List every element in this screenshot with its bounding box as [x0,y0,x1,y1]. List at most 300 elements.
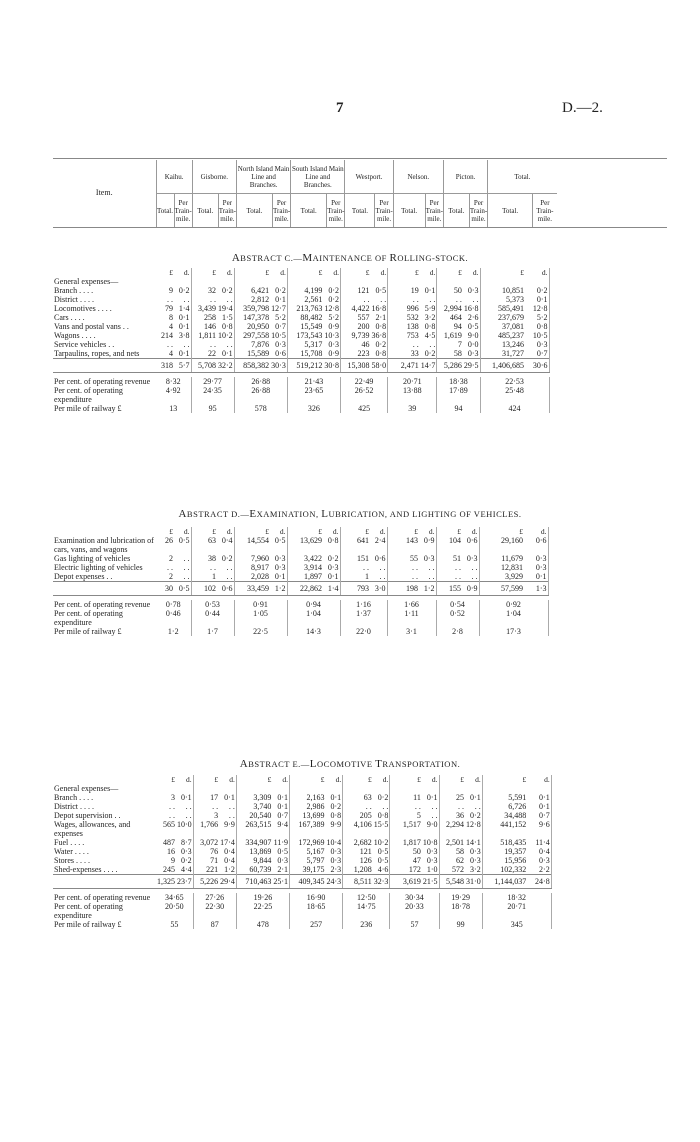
table-cell: 4,199 [304,286,323,295]
table-cell: 2·2 [527,865,551,875]
abstract-title-part: A [231,252,241,264]
table-cell: 8·7 [176,838,193,847]
table-cell: 4 [169,349,173,358]
row-label: Examination and lubrication of cars, vans, and wagons [54,536,154,554]
table-cell: . . [169,802,175,811]
table-row [53,865,551,875]
unit-label: £ [265,527,269,536]
table-cell [323,277,340,286]
table-cell: 0·8 [420,322,437,331]
summary-row [53,386,549,404]
table-cell: 4·6 [373,865,390,875]
unit-label: d. [370,527,387,536]
table-cell: . . [167,295,173,304]
summary-cell: 22·25 [236,902,289,920]
table-cell: 2,561 [304,295,323,304]
table-row [53,838,551,847]
total-cell: 1·2 [419,582,436,596]
unit-label: d. [463,268,480,277]
table-cell: 62 [456,856,465,865]
summary-cell: 18·65 [290,902,343,920]
total-cell: 3,619 [390,875,422,889]
row-label: General expenses— [54,784,119,793]
table-cell [236,784,272,793]
table-cell: 1 [365,572,369,581]
summary-cell: 17·3 [479,627,548,636]
unit-label: d. [419,527,436,536]
total-cell: 5,226 [193,875,219,889]
total-row [53,875,551,889]
table-cell: 2 [169,572,173,581]
table-cell: . . [412,295,419,304]
summary-cell: 19·26 [236,893,289,902]
table-cell [176,784,193,793]
table-cell [439,784,465,793]
row-label: Shed-expenses . . . . [54,865,118,874]
table-cell: . . [363,295,370,304]
total-cell: 519,212 [287,359,323,373]
table-cell: 2,028 [251,572,269,581]
table-cell: 25 [456,793,465,802]
total-subheader: Total. [156,194,174,228]
total-cell: 0·5 [174,582,191,596]
summary-cell: 22·5 [234,627,287,636]
table-cell: . . [371,295,388,304]
summary-cell: 24·35 [191,386,234,404]
total-cell: 57,599 [479,582,524,596]
table-cell: . . [412,340,419,349]
unit-label: £ [520,268,525,277]
table-cell: 585,491 [498,304,525,313]
unit-label: d. [422,775,439,784]
table-cell: 15·5 [373,820,390,838]
summary-cell: 87 [193,920,236,929]
table-cell: 0·5 [270,536,287,554]
table-cell: 55 [410,554,418,563]
table-cell: 50 [412,847,421,856]
table-cell: 0·5 [463,322,480,331]
table-cell: 10·3 [324,331,340,340]
table-cell: 94 [453,322,462,331]
table-cell: 79 [165,304,173,313]
summary-cell: 326 [287,404,340,413]
units-row [53,268,549,277]
item-column-header: Item. [53,160,156,227]
table-cell: 0·2 [174,286,191,295]
summary-label: Per mile of railway £ [54,920,122,929]
total-cell: 29·4 [219,875,236,889]
table-cell: 1,817 [402,838,421,847]
table-cell: 4,422 [351,304,370,313]
table-cell: 3·2 [465,865,482,875]
table-cell: 0·2 [270,286,287,295]
table-cell: 0·2 [217,554,234,563]
table-cell: 0·1 [176,793,193,802]
summary-cell: 25·48 [480,386,549,404]
table-cell: 200 [357,322,370,331]
table-cell: 5 [416,811,421,820]
abstract-d-table [53,527,549,636]
table-cell [388,277,420,286]
unit-label: d. [525,268,549,277]
table-cell: 0·3 [270,554,287,563]
table-cell: . . [412,572,418,581]
table-cell: 0·3 [525,340,549,349]
table-cell: 2,682 [353,838,372,847]
summary-cell: 21·43 [287,377,340,386]
table-cell: 147,378 [243,313,270,322]
summary-cell: 1·11 [387,609,436,627]
summary-label: Per cent. of operating revenue [54,377,151,386]
table-cell: 15,589 [247,349,270,358]
total-row [53,359,549,373]
total-cell: 24·3 [326,875,343,889]
table-cell: 10·4 [326,838,342,847]
document-reference: D.—2. [562,100,603,116]
unit-label: d. [420,268,437,277]
table-cell: 0·5 [371,286,388,295]
table-cell: 1,619 [443,331,462,340]
summary-cell: 1·66 [387,600,436,609]
table-cell [272,784,289,793]
table-cell: 5·2 [323,313,340,322]
unit-label: £ [365,527,369,536]
table-cell [174,277,191,286]
row-label: Vans and postal vans . . [54,322,129,331]
table-cell [270,277,287,286]
summary-cell: 425 [341,404,388,413]
table-cell: 5·2 [270,313,287,322]
summary-row [53,600,548,609]
row-label: District . . . . [54,802,94,811]
table-cell: 557 [357,313,370,322]
table-cell: . . [463,295,480,304]
table-cell [290,784,326,793]
table-cell: 9·4 [272,820,289,838]
table-cell: 213,763 [296,304,323,313]
table-cell: 0·5 [272,847,289,856]
table-cell: 46 [361,340,370,349]
row-label: Depot expenses . . [54,572,113,581]
table-cell: 29,160 [501,536,523,545]
table-cell: . . [414,802,421,811]
table-cell: . . [419,563,436,572]
summary-cell: 1·37 [340,609,387,627]
table-cell [480,277,525,286]
table-cell: 11·9 [273,838,289,847]
table-cell: 12·7 [271,304,286,313]
summary-row [53,377,549,386]
table-cell: 63 [208,536,216,545]
summary-label: Per mile of railway £ [54,627,122,636]
summary-label: Per cent. of operating expenditure [54,902,123,920]
per-train-mile-subheader: Per Train-mile. [375,194,393,228]
total-cell: 318 [156,359,174,373]
table-cell: 146 [204,322,216,331]
unit-label: £ [212,268,216,277]
table-cell: 50 [453,286,462,295]
table-row [53,847,551,856]
summary-cell: 26·52 [341,386,388,404]
summary-cell: 0·92 [479,600,548,609]
table-cell: 2·1 [272,865,289,875]
abstract-title-part: OCOMOTIVE [317,759,376,769]
table-cell [341,277,371,286]
table-cell: 2,812 [251,295,270,304]
summary-cell: 55 [156,920,193,929]
table-cell [525,277,549,286]
table-cell: 0·3 [176,847,193,856]
abstract-title-part: M [302,252,313,264]
units-row [53,775,551,784]
summary-cell: 8·32 [156,377,191,386]
table-cell: 138 [406,322,419,331]
unit-label: £ [214,775,219,784]
table-cell: 38 [208,554,216,563]
table-cell: 565 [163,820,175,829]
table-cell: 205 [359,811,372,820]
table-cell: 33 [410,349,419,358]
total-cell: 30·8 [323,359,340,373]
table-cell: 4·4 [176,865,193,875]
table-cell: 0·1 [272,802,289,811]
table-cell: 10·2 [218,331,233,340]
table-cell: 0·5 [373,856,390,865]
table-cell: . . [169,811,175,820]
table-cell [422,784,439,793]
table-cell: 37,081 [502,322,525,331]
table-cell: 0·3 [527,856,551,865]
table-cell: 0·7 [272,811,289,820]
table-cell: 5,167 [306,847,325,856]
table-cell: . . [412,563,418,572]
table-cell: 0·1 [217,349,234,359]
table-cell: . . [210,340,216,349]
unit-label: d. [326,775,343,784]
total-subheader: Total. [488,194,533,228]
table-cell: 223 [357,349,370,358]
unit-label: d. [465,775,482,784]
table-cell: 9·0 [463,331,480,340]
total-cell: 5,708 [191,359,217,373]
table-cell: 126 [359,856,372,865]
table-cell: 464 [449,313,462,322]
table-cell: . . [458,802,465,811]
abstract-e-title [0,758,700,770]
unit-label: £ [318,527,322,536]
section-header: South Island Main Line and Branches. [291,160,345,194]
table-cell: 0·3 [463,286,480,295]
summary-cell: 30·34 [390,893,439,902]
unit-label: £ [365,268,370,277]
table-cell: . . [365,802,372,811]
table-cell: 172 [408,865,421,874]
table-cell: . . [210,295,216,304]
total-cell: 858,382 [234,359,270,373]
table-cell: 0·1 [270,572,287,582]
table-cell [287,277,323,286]
total-cell: 29·5 [463,359,480,373]
row-label: Stores . . . . [54,856,90,865]
table-cell [482,784,527,793]
table-row [53,331,549,340]
table-cell: 3,929 [505,572,523,581]
unit-label: d. [323,527,340,536]
table-cell: 1,811 [198,331,216,340]
table-cell: . . [420,340,437,349]
table-cell: 36·8 [371,331,387,340]
unit-label: d. [270,268,287,277]
unit-label: d. [176,775,193,784]
units-row [53,527,548,536]
row-label: Wages, allowances, and expenses [54,820,131,838]
table-cell: 20,540 [249,811,272,820]
section-header: Nelson. [393,160,443,194]
table-cell: 10,851 [502,286,525,295]
table-row [53,322,549,331]
table-cell: 26 [165,536,173,545]
table-cell: . . [174,572,191,582]
unit-label: d. [174,268,191,277]
row-label: General expenses— [54,277,119,286]
table-cell: 13,699 [302,811,325,820]
table-cell: 9·0 [422,820,439,838]
table-cell: 263,515 [245,820,272,829]
table-cell: 0·2 [323,286,340,295]
row-label: Electric lighting of vehicles [54,563,143,572]
table-cell: 258 [204,313,216,322]
table-cell: 0·3 [422,847,439,856]
table-cell: 237,679 [498,313,525,322]
total-cell: 5·7 [174,359,191,373]
table-cell: 19 [410,286,419,295]
table-cell: 10·8 [422,838,438,847]
table-cell: . . [167,563,173,572]
table-cell: 0·7 [270,322,287,331]
table-cell: 12,831 [501,563,523,572]
per-train-mile-subheader: Per Train-mile. [536,198,554,223]
table-cell: 1,517 [402,820,421,829]
table-cell: 0·3 [419,554,436,563]
table-cell: 0·1 [465,793,482,802]
table-cell: 0·2 [371,340,388,349]
table-cell: 47 [412,856,421,865]
table-cell: 0·3 [323,563,340,572]
unit-label: d. [217,268,234,277]
table-cell: 15,708 [300,349,323,358]
summary-cell: 4·92 [156,386,191,404]
table-cell: 0·3 [326,856,343,865]
table-cell: . . [212,802,219,811]
section-header: Westport. [345,160,393,194]
table-cell: 6,421 [251,286,270,295]
total-cell: 1·2 [270,582,287,596]
abstract-title-part: OLLING-STOCK. [397,253,469,263]
row-label: Locomotives . . . . [54,304,112,313]
unit-label: £ [522,775,527,784]
table-cell: 0·3 [462,554,479,563]
table-cell: 13,246 [502,340,525,349]
table-cell: 3,439 [198,304,216,313]
summary-cell: 18·38 [437,377,480,386]
table-cell: 0·4 [527,847,551,856]
page-number: 7 [336,100,344,116]
unit-label: d. [174,527,191,536]
total-cell: 409,345 [290,875,326,889]
table-cell: 9 [171,856,175,865]
table-cell: 31,727 [502,349,525,358]
summary-cell: 23·65 [287,386,340,404]
unit-label: d. [219,775,236,784]
table-cell: 1,766 [200,820,219,829]
table-cell: 996 [406,304,419,313]
row-label: Depot supervision . . [54,811,121,820]
table-row [53,572,548,582]
table-cell: 1·0 [422,865,439,875]
table-cell: 0·8 [373,811,390,820]
summary-cell: 0·94 [287,600,340,609]
table-cell: 0·1 [174,313,191,322]
table-cell: 3·2 [420,313,437,322]
table-cell [156,277,174,286]
abstract-d-title [0,508,700,520]
table-cell: 14,554 [247,536,269,545]
total-subheader: Total. [393,194,425,228]
table-cell: 2·1 [371,313,388,322]
table-cell: . . [219,811,236,820]
total-cell: 1,406,685 [480,359,525,373]
table-cell [191,277,217,286]
table-cell: 10·0 [176,820,193,838]
table-cell: 0·1 [525,295,549,304]
table-cell: 0·3 [270,563,287,572]
table-row [53,313,549,322]
table-cell: 641 [357,536,369,545]
table-cell: 0·2 [373,793,390,802]
summary-cell: 3·1 [387,627,436,636]
table-cell: . . [176,802,193,811]
abstract-title-part: R [389,252,398,264]
table-cell: 753 [406,331,419,340]
table-cell: 2,994 [443,304,462,313]
table-cell: 334,907 [245,838,272,847]
table-cell: 11·4 [527,838,551,847]
table-cell: 3,740 [253,802,272,811]
summary-cell: 22·0 [340,627,387,636]
table-cell: 16·8 [463,304,479,313]
table-cell: 71 [210,856,219,865]
total-subheader: Total. [291,194,327,228]
total-cell: 0·6 [217,582,234,596]
table-row [53,340,549,349]
table-cell: 121 [359,847,372,856]
unit-label: £ [460,775,465,784]
table-cell: . . [174,295,191,304]
table-cell: 245 [163,865,175,874]
row-label: Water . . . . [54,847,89,856]
table-cell: 532 [406,313,419,322]
abstract-title-part: AINTENANCE OF [312,253,390,263]
table-cell: 5,797 [306,856,325,865]
total-subheader: Total. [443,194,469,228]
total-cell: 31·0 [465,875,482,889]
table-row [53,563,548,572]
table-cell [234,277,270,286]
table-cell: 9·9 [326,820,343,838]
table-cell: 214 [161,331,173,340]
summary-cell: 0·52 [436,609,479,627]
abstract-title-part: T [375,758,383,770]
